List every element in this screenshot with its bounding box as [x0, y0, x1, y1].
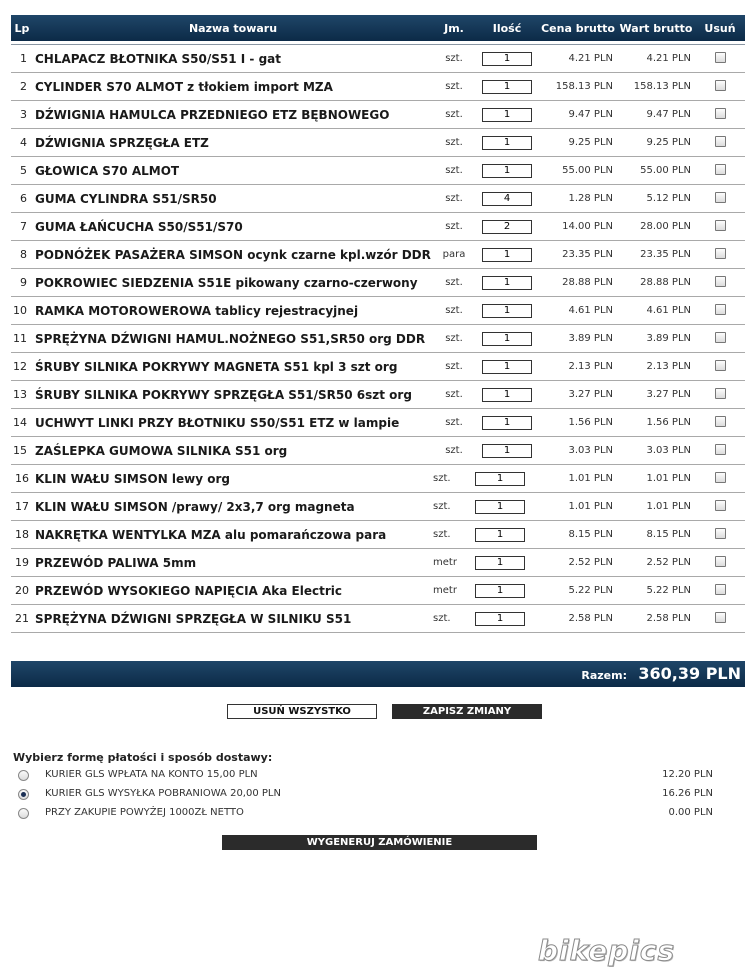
- row-lp: 15: [11, 437, 33, 465]
- header-total: Wart brutto: [617, 15, 695, 41]
- row-product-name: CYLINDER S70 ALMOT z tłokiem import MZA: [33, 73, 433, 101]
- row-qty-cell: [475, 381, 539, 409]
- remove-checkbox[interactable]: [715, 500, 726, 511]
- row-total: 1.01 PLN: [617, 493, 695, 521]
- row-price: 23.35 PLN: [539, 241, 617, 269]
- row-unit: szt.: [433, 325, 475, 353]
- row-lp: 7: [11, 213, 33, 241]
- row-unit: szt.: [433, 185, 475, 213]
- quantity-input[interactable]: [482, 80, 532, 94]
- table-row: [11, 45, 745, 73]
- row-product-name: CHLAPACZ BŁOTNIKA S50/S51 I - gat: [33, 45, 433, 73]
- header-qty: Ilość: [475, 15, 539, 41]
- row-unit: szt.: [433, 297, 475, 325]
- remove-all-button[interactable]: USUŃ WSZYSTKO: [227, 704, 377, 719]
- row-product-name: PODNÓŻEK PASAŻERA SIMSON ocynk czarne kpl.wzór DDR: [33, 241, 433, 269]
- row-product-name: PRZEWÓD WYSOKIEGO NAPIĘCIA Aka Electric: [33, 577, 433, 605]
- row-remove-cell: [695, 549, 745, 577]
- table-row: [11, 353, 745, 381]
- table-row: [11, 101, 745, 129]
- row-remove-cell: [695, 409, 745, 437]
- row-qty-cell: [475, 101, 539, 129]
- header-price: Cena brutto: [539, 15, 617, 41]
- remove-checkbox[interactable]: [715, 220, 726, 231]
- quantity-input[interactable]: [482, 52, 532, 66]
- row-lp: 3: [11, 101, 33, 129]
- row-remove-cell: [695, 45, 745, 73]
- header-remove: Usuń: [695, 15, 745, 41]
- row-lp: 8: [11, 241, 33, 269]
- cart-table-header: [11, 15, 745, 41]
- remove-checkbox[interactable]: [715, 136, 726, 147]
- row-remove-cell: [695, 353, 745, 381]
- row-price: 158.13 PLN: [539, 73, 617, 101]
- quantity-input[interactable]: [482, 164, 532, 178]
- row-price: 4.61 PLN: [539, 297, 617, 325]
- remove-checkbox[interactable]: [715, 192, 726, 203]
- row-qty-cell: [475, 605, 539, 633]
- remove-checkbox[interactable]: [715, 360, 726, 371]
- remove-checkbox[interactable]: [715, 304, 726, 315]
- row-product-name: GŁOWICA S70 ALMOT: [33, 157, 433, 185]
- row-unit: szt.: [433, 381, 475, 409]
- row-qty-cell: [475, 353, 539, 381]
- table-row: [11, 409, 745, 437]
- cart-table: [11, 15, 745, 633]
- row-price: 8.15 PLN: [539, 521, 617, 549]
- table-row: [11, 269, 745, 297]
- payment-option-label: KURIER GLS WYSYŁKA POBRANIOWA 20,00 PLN: [45, 788, 281, 799]
- quantity-input[interactable]: [482, 444, 532, 458]
- row-qty-cell: [475, 493, 539, 521]
- row-lp: 11: [11, 325, 33, 353]
- payment-option[interactable]: [18, 807, 718, 821]
- row-product-name: POKROWIEC SIEDZENIA S51E pikowany czarno-czerwony: [33, 269, 433, 297]
- payment-option-price: 16.26 PLN: [662, 788, 713, 799]
- row-price: 55.00 PLN: [539, 157, 617, 185]
- row-total: 9.47 PLN: [617, 101, 695, 129]
- save-changes-button[interactable]: ZAPISZ ZMIANY: [392, 704, 542, 719]
- row-unit: szt.: [433, 605, 475, 633]
- header-lp: Lp: [11, 15, 33, 41]
- row-qty-cell: [475, 129, 539, 157]
- row-price: 2.58 PLN: [539, 605, 617, 633]
- remove-checkbox[interactable]: [715, 80, 726, 91]
- row-lp: 20: [11, 577, 33, 605]
- row-remove-cell: [695, 605, 745, 633]
- payment-radio[interactable]: [18, 789, 29, 800]
- payment-option-label: KURIER GLS WPŁATA NA KONTO 15,00 PLN: [45, 769, 258, 780]
- row-total: 28.88 PLN: [617, 269, 695, 297]
- row-total: 23.35 PLN: [617, 241, 695, 269]
- row-price: 28.88 PLN: [539, 269, 617, 297]
- row-lp: 6: [11, 185, 33, 213]
- remove-checkbox[interactable]: [715, 52, 726, 63]
- table-row: [11, 381, 745, 409]
- row-total: 3.27 PLN: [617, 381, 695, 409]
- row-total: 2.52 PLN: [617, 549, 695, 577]
- row-unit: szt.: [433, 45, 475, 73]
- row-total: 2.58 PLN: [617, 605, 695, 633]
- total-bar: [11, 661, 745, 687]
- row-unit: szt.: [433, 73, 475, 101]
- row-price: 3.89 PLN: [539, 325, 617, 353]
- row-lp: 21: [11, 605, 33, 633]
- row-unit: szt.: [433, 409, 475, 437]
- row-qty-cell: [475, 325, 539, 353]
- row-price: 1.28 PLN: [539, 185, 617, 213]
- row-qty-cell: [475, 157, 539, 185]
- row-qty-cell: [475, 521, 539, 549]
- row-unit: metr: [433, 577, 475, 605]
- row-unit: szt.: [433, 437, 475, 465]
- row-total: 158.13 PLN: [617, 73, 695, 101]
- total-label: Razem:: [581, 669, 627, 682]
- row-qty-cell: [475, 549, 539, 577]
- row-product-name: DŹWIGNIA SPRZĘGŁA ETZ: [33, 129, 433, 157]
- row-product-name: KLIN WAŁU SIMSON lewy org: [33, 465, 433, 493]
- remove-checkbox[interactable]: [715, 584, 726, 595]
- payment-title: Wybierz formę płatości i sposób dostawy:: [13, 751, 273, 764]
- row-remove-cell: [695, 437, 745, 465]
- header-name: Nazwa towaru: [33, 15, 433, 41]
- remove-checkbox[interactable]: [715, 248, 726, 259]
- row-qty-cell: [475, 185, 539, 213]
- row-remove-cell: [695, 185, 745, 213]
- row-total: 5.12 PLN: [617, 185, 695, 213]
- row-qty-cell: [475, 241, 539, 269]
- row-product-name: DŹWIGNIA HAMULCA PRZEDNIEGO ETZ BĘBNOWEGO: [33, 101, 433, 129]
- row-product-name: NAKRĘTKA WENTYLKA MZA alu pomarańczowa para: [33, 521, 433, 549]
- table-row: [11, 465, 745, 493]
- row-price: 1.01 PLN: [539, 493, 617, 521]
- row-unit: szt.: [433, 213, 475, 241]
- row-unit: para: [433, 241, 475, 269]
- quantity-input[interactable]: [482, 192, 532, 206]
- table-row: [11, 577, 745, 605]
- row-total: 9.25 PLN: [617, 129, 695, 157]
- row-lp: 16: [11, 465, 33, 493]
- row-total: 5.22 PLN: [617, 577, 695, 605]
- remove-checkbox[interactable]: [715, 332, 726, 343]
- row-price: 3.03 PLN: [539, 437, 617, 465]
- table-row: [11, 241, 745, 269]
- row-product-name: ŚRUBY SILNIKA POKRYWY MAGNETA S51 kpl 3 szt org: [33, 353, 433, 381]
- row-remove-cell: [695, 157, 745, 185]
- row-lp: 9: [11, 269, 33, 297]
- row-product-name: UCHWYT LINKI PRZY BŁOTNIKU S50/S51 ETZ w lampie: [33, 409, 433, 437]
- row-remove-cell: [695, 101, 745, 129]
- payment-option-label: PRZY ZAKUPIE POWYŻEJ 1000ZŁ NETTO: [45, 807, 244, 818]
- payment-radio[interactable]: [18, 770, 29, 781]
- row-qty-cell: [475, 269, 539, 297]
- table-row: [11, 549, 745, 577]
- quantity-input[interactable]: [482, 388, 532, 402]
- row-price: 1.56 PLN: [539, 409, 617, 437]
- quantity-input[interactable]: [475, 584, 525, 598]
- row-price: 1.01 PLN: [539, 465, 617, 493]
- remove-checkbox[interactable]: [715, 276, 726, 287]
- row-remove-cell: [695, 577, 745, 605]
- row-lp: 19: [11, 549, 33, 577]
- row-product-name: ŚRUBY SILNIKA POKRYWY SPRZĘGŁA S51/SR50 6szt org: [33, 381, 433, 409]
- row-unit: szt.: [433, 101, 475, 129]
- row-product-name: SPRĘŻYNA DŹWIGNI SPRZĘGŁA W SILNIKU S51: [33, 605, 433, 633]
- remove-checkbox[interactable]: [715, 416, 726, 427]
- row-qty-cell: [475, 73, 539, 101]
- row-qty-cell: [475, 213, 539, 241]
- row-qty-cell: [475, 577, 539, 605]
- table-row: [11, 213, 745, 241]
- row-price: 3.27 PLN: [539, 381, 617, 409]
- row-price: 14.00 PLN: [539, 213, 617, 241]
- quantity-input[interactable]: [475, 556, 525, 570]
- row-total: 2.13 PLN: [617, 353, 695, 381]
- row-remove-cell: [695, 213, 745, 241]
- row-unit: metr: [433, 549, 475, 577]
- table-row: [11, 129, 745, 157]
- row-remove-cell: [695, 241, 745, 269]
- row-lp: 1: [11, 45, 33, 73]
- row-qty-cell: [475, 45, 539, 73]
- row-unit: szt.: [433, 353, 475, 381]
- row-remove-cell: [695, 73, 745, 101]
- row-lp: 17: [11, 493, 33, 521]
- quantity-input[interactable]: [475, 500, 525, 514]
- row-remove-cell: [695, 381, 745, 409]
- row-total: 1.01 PLN: [617, 465, 695, 493]
- remove-checkbox[interactable]: [715, 388, 726, 399]
- row-qty-cell: [475, 409, 539, 437]
- row-price: 5.22 PLN: [539, 577, 617, 605]
- row-product-name: PRZEWÓD PALIWA 5mm: [33, 549, 433, 577]
- quantity-input[interactable]: [482, 416, 532, 430]
- generate-order-button[interactable]: WYGENERUJ ZAMÓWIENIE: [222, 835, 537, 850]
- row-unit: szt.: [433, 269, 475, 297]
- row-lp: 4: [11, 129, 33, 157]
- row-unit: szt.: [433, 465, 475, 493]
- quantity-input[interactable]: [482, 136, 532, 150]
- row-unit: szt.: [433, 521, 475, 549]
- row-product-name: GUMA ŁAŃCUCHA S50/S51/S70: [33, 213, 433, 241]
- row-product-name: RAMKA MOTOROWEROWA tablicy rejestracyjnej: [33, 297, 433, 325]
- quantity-input[interactable]: [482, 248, 532, 262]
- row-lp: 13: [11, 381, 33, 409]
- remove-checkbox[interactable]: [715, 108, 726, 119]
- total-value: 360,39 PLN: [638, 664, 741, 683]
- table-row: [11, 297, 745, 325]
- row-lp: 14: [11, 409, 33, 437]
- table-row: [11, 605, 745, 633]
- quantity-input[interactable]: [482, 360, 532, 374]
- quantity-input[interactable]: [482, 304, 532, 318]
- row-remove-cell: [695, 521, 745, 549]
- row-price: 2.13 PLN: [539, 353, 617, 381]
- table-row: [11, 185, 745, 213]
- row-lp: 12: [11, 353, 33, 381]
- row-price: 4.21 PLN: [539, 45, 617, 73]
- remove-checkbox[interactable]: [715, 556, 726, 567]
- row-price: 2.52 PLN: [539, 549, 617, 577]
- row-remove-cell: [695, 325, 745, 353]
- header-unit: Jm.: [433, 15, 475, 41]
- row-qty-cell: [475, 437, 539, 465]
- quantity-input[interactable]: [475, 472, 525, 486]
- row-total: 4.61 PLN: [617, 297, 695, 325]
- row-total: 55.00 PLN: [617, 157, 695, 185]
- row-unit: szt.: [433, 157, 475, 185]
- payment-radio[interactable]: [18, 808, 29, 819]
- row-product-name: ZAŚLEPKA GUMOWA SILNIKA S51 org: [33, 437, 433, 465]
- quantity-input[interactable]: [482, 220, 532, 234]
- table-row: [11, 437, 745, 465]
- row-lp: 10: [11, 297, 33, 325]
- row-price: 9.25 PLN: [539, 129, 617, 157]
- payment-option[interactable]: [18, 788, 718, 802]
- remove-checkbox[interactable]: [715, 528, 726, 539]
- remove-checkbox[interactable]: [715, 612, 726, 623]
- quantity-input[interactable]: [475, 612, 525, 626]
- row-total: 4.21 PLN: [617, 45, 695, 73]
- table-row: [11, 157, 745, 185]
- row-lp: 18: [11, 521, 33, 549]
- row-product-name: SPRĘŻYNA DŹWIGNI HAMUL.NOŻNEGO S51,SR50 org DDR: [33, 325, 433, 353]
- row-remove-cell: [695, 493, 745, 521]
- payment-option-price: 0.00 PLN: [668, 807, 713, 818]
- quantity-input[interactable]: [475, 528, 525, 542]
- cart-table-body: [11, 41, 745, 633]
- payment-option-price: 12.20 PLN: [662, 769, 713, 780]
- quantity-input[interactable]: [482, 276, 532, 290]
- row-qty-cell: [475, 297, 539, 325]
- row-unit: szt.: [433, 493, 475, 521]
- row-remove-cell: [695, 297, 745, 325]
- row-total: 3.03 PLN: [617, 437, 695, 465]
- table-row: [11, 493, 745, 521]
- row-qty-cell: [475, 465, 539, 493]
- row-unit: szt.: [433, 129, 475, 157]
- row-product-name: KLIN WAŁU SIMSON /prawy/ 2x3,7 org magneta: [33, 493, 433, 521]
- bikepics-logo: bikepics: [538, 934, 676, 967]
- row-total: 8.15 PLN: [617, 521, 695, 549]
- table-row: [11, 325, 745, 353]
- remove-checkbox[interactable]: [715, 164, 726, 175]
- payment-option[interactable]: [18, 769, 718, 783]
- row-remove-cell: [695, 269, 745, 297]
- row-product-name: GUMA CYLINDRA S51/SR50: [33, 185, 433, 213]
- table-row: [11, 73, 745, 101]
- row-remove-cell: [695, 129, 745, 157]
- row-remove-cell: [695, 465, 745, 493]
- quantity-input[interactable]: [482, 332, 532, 346]
- row-price: 9.47 PLN: [539, 101, 617, 129]
- row-lp: 5: [11, 157, 33, 185]
- remove-checkbox[interactable]: [715, 444, 726, 455]
- table-row: [11, 521, 745, 549]
- remove-checkbox[interactable]: [715, 472, 726, 483]
- row-total: 1.56 PLN: [617, 409, 695, 437]
- row-lp: 2: [11, 73, 33, 101]
- row-total: 28.00 PLN: [617, 213, 695, 241]
- quantity-input[interactable]: [482, 108, 532, 122]
- row-total: 3.89 PLN: [617, 325, 695, 353]
